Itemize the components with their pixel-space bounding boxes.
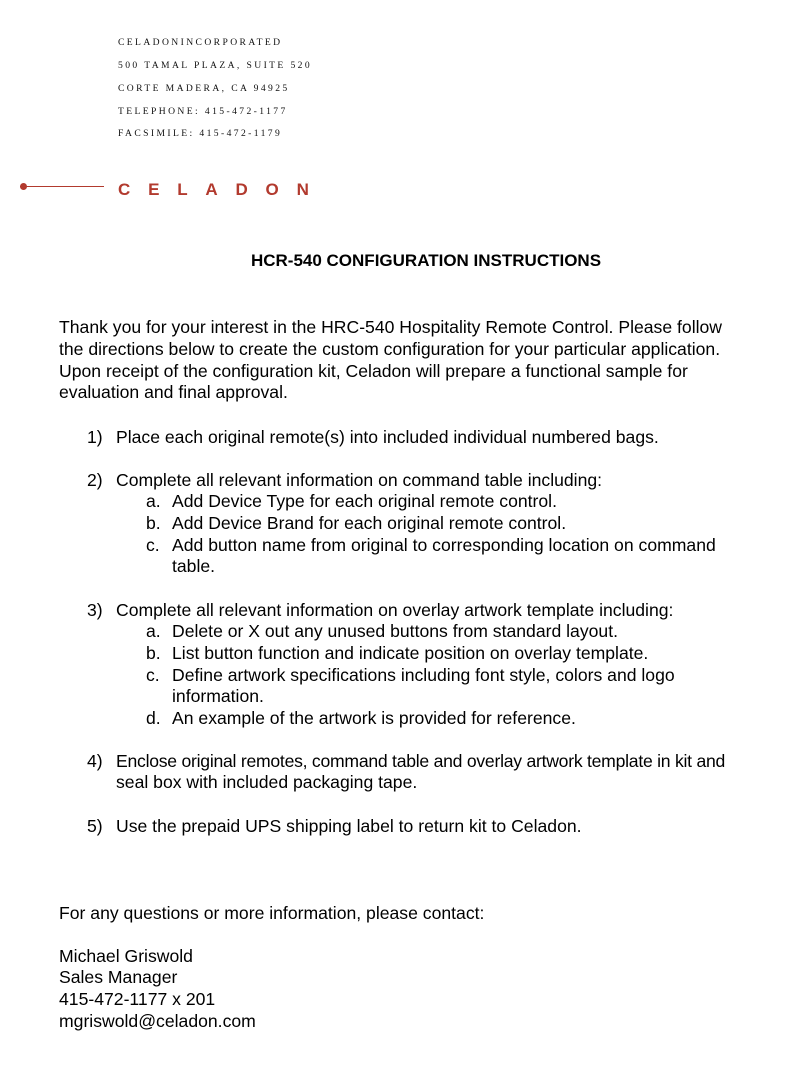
celadon-logo: CELADON bbox=[118, 180, 327, 199]
logo-rule bbox=[20, 186, 104, 187]
substep-text: Define artwork specifications including font style, colors and logo bbox=[172, 665, 675, 685]
step-number: 3) bbox=[87, 600, 103, 620]
telephone-line: TELEPHONE: 415-472-1177 bbox=[118, 106, 288, 117]
step-number: 1) bbox=[87, 427, 103, 447]
substep-letter: c. bbox=[146, 665, 160, 685]
intro-line: Upon receipt of the configuration kit, Celadon will prepare a functional sample for bbox=[59, 361, 688, 381]
step-text: seal box with included packaging tape. bbox=[116, 772, 418, 792]
substep-letter: a. bbox=[146, 621, 161, 641]
substep-text: An example of the artwork is provided for reference. bbox=[172, 708, 576, 728]
substep-text: List button function and indicate position on overlay template. bbox=[172, 643, 649, 663]
substep-letter: d. bbox=[146, 708, 161, 728]
step-text: Use the prepaid UPS shipping label to return kit to Celadon. bbox=[116, 816, 582, 836]
step-text: Enclose original remotes, command table and overlay artwork template in kit and bbox=[116, 751, 726, 771]
substep-text: information. bbox=[172, 686, 264, 706]
substep-letter: a. bbox=[146, 491, 161, 511]
contact-name: Michael Griswold bbox=[59, 946, 193, 966]
substep-text: Add Device Type for each original remote control. bbox=[172, 491, 557, 511]
step-text: Complete all relevant information on overlay artwork template including: bbox=[116, 600, 674, 620]
address-line-1: 500 TAMAL PLAZA, SUITE 520 bbox=[118, 60, 313, 71]
intro-line: evaluation and final approval. bbox=[59, 382, 288, 402]
contact-email[interactable]: mgriswold@celadon.com bbox=[59, 1011, 256, 1031]
contact-phone: 415-472-1177 x 201 bbox=[59, 989, 216, 1009]
intro-line: Thank you for your interest in the HRC-540 Hospitality Remote Control. Please follow bbox=[59, 317, 722, 337]
address-line-2: CORTE MADERA, CA 94925 bbox=[118, 83, 290, 94]
step-number: 2) bbox=[87, 470, 103, 490]
contact-role: Sales Manager bbox=[59, 967, 178, 987]
facsimile-line: FACSIMILE: 415-472-1179 bbox=[118, 128, 283, 139]
intro-line: the directions below to create the custom configuration for your particular application. bbox=[59, 339, 721, 359]
substep-text: Delete or X out any unused buttons from standard layout. bbox=[172, 621, 618, 641]
step-number: 4) bbox=[87, 751, 103, 771]
substep-letter: b. bbox=[146, 513, 161, 533]
company-name: CELADONINCORPORATED bbox=[118, 37, 283, 48]
document-title: HCR-540 CONFIGURATION INSTRUCTIONS bbox=[250, 251, 602, 270]
substep-letter: c. bbox=[146, 535, 160, 555]
step-text: Complete all relevant information on command table including: bbox=[116, 470, 603, 490]
step-number: 5) bbox=[87, 816, 103, 836]
step-text: Place each original remote(s) into included individual numbered bags. bbox=[116, 427, 659, 447]
substep-text: Add Device Brand for each original remote control. bbox=[172, 513, 567, 533]
substep-letter: b. bbox=[146, 643, 161, 663]
contact-prompt: For any questions or more information, please contact: bbox=[59, 903, 485, 923]
substep-text: Add button name from original to corresponding location on command bbox=[172, 535, 716, 555]
substep-text: table. bbox=[172, 556, 216, 576]
